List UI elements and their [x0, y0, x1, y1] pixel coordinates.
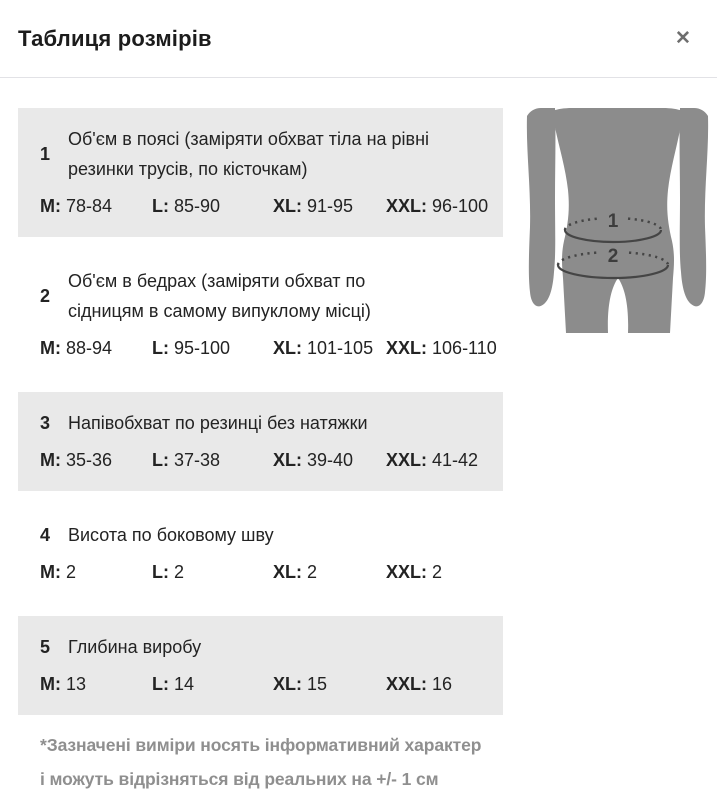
modal-content — [0, 78, 717, 796]
size-values-row — [40, 445, 503, 475]
size-cell-xl: XL: 2 — [273, 562, 318, 582]
row-title: Напівобхват по резинці без натяжки — [68, 413, 368, 433]
measurement-list — [18, 108, 503, 715]
size-cell-xl: XL: 15 — [273, 674, 328, 694]
measurement-row-5 — [18, 616, 503, 715]
size-cell-xl: XL: 101-105 — [273, 338, 374, 358]
row-title: Об'єм в поясі (заміряти обхват тіла на рівні резинки трусів, по кісточкам) — [68, 129, 430, 179]
size-cell-xxl: XXL: 106-110 — [386, 338, 497, 358]
size-cell-m: M: 2 — [40, 562, 77, 582]
size-cell-xl: XL: 39-40 — [273, 450, 354, 470]
disclaimer-line-1: *Зазначені виміри носять інформативний характер — [40, 735, 482, 755]
size-cell-m: M: 88-94 — [40, 338, 113, 358]
disclaimer-line-2: і можуть відрізняться від реальних на +/- 1 см — [40, 769, 439, 789]
measurement-row-1 — [18, 108, 503, 237]
row-number: 2 — [40, 285, 51, 306]
measurement-row-4 — [18, 504, 503, 603]
measurement-row-2 — [18, 250, 503, 379]
row-number: 4 — [40, 524, 51, 545]
body-measurement-diagram — [518, 108, 717, 333]
size-cell-l: L: 37-38 — [152, 450, 221, 470]
row-number: 1 — [40, 143, 51, 164]
size-values-row — [40, 191, 503, 221]
row-title: Глибина виробу — [68, 637, 202, 657]
row-title: Об'єм в бедрах (заміряти обхват по сідницям в самому випуклому місці) — [68, 271, 371, 321]
size-cell-l: L: 85-90 — [152, 196, 221, 216]
size-cell-l: L: 14 — [152, 674, 195, 694]
size-cell-m: M: 78-84 — [40, 196, 113, 216]
size-cell-m: M: 13 — [40, 674, 87, 694]
size-cell-l: L: 2 — [152, 562, 185, 582]
row-title: Висота по боковому шву — [68, 525, 274, 545]
waist-label: 1 — [607, 211, 619, 232]
modal-header — [0, 0, 717, 78]
close-icon[interactable]: ✕ — [670, 26, 696, 52]
size-cell-xxl: XXL: 2 — [386, 562, 443, 582]
size-cell-xxl: XXL: 41-42 — [386, 450, 479, 470]
row-number: 3 — [40, 412, 51, 433]
size-cell-l: L: 95-100 — [152, 338, 231, 358]
hips-label: 2 — [607, 246, 619, 267]
size-values-row — [40, 669, 503, 699]
size-cell-xxl: XXL: 16 — [386, 674, 453, 694]
size-values-row — [40, 333, 503, 363]
size-values-row — [40, 557, 503, 587]
size-cell-xl: XL: 91-95 — [273, 196, 354, 216]
disclaimer-note — [40, 728, 717, 796]
right-arm-silhouette — [680, 108, 709, 306]
measurement-row-3 — [18, 392, 503, 491]
size-cell-m: M: 35-36 — [40, 450, 113, 470]
size-cell-xxl: XXL: 96-100 — [386, 196, 489, 216]
page-title: Таблиця розмірів — [18, 25, 212, 51]
row-number: 5 — [40, 636, 51, 657]
left-arm-silhouette — [527, 108, 556, 306]
